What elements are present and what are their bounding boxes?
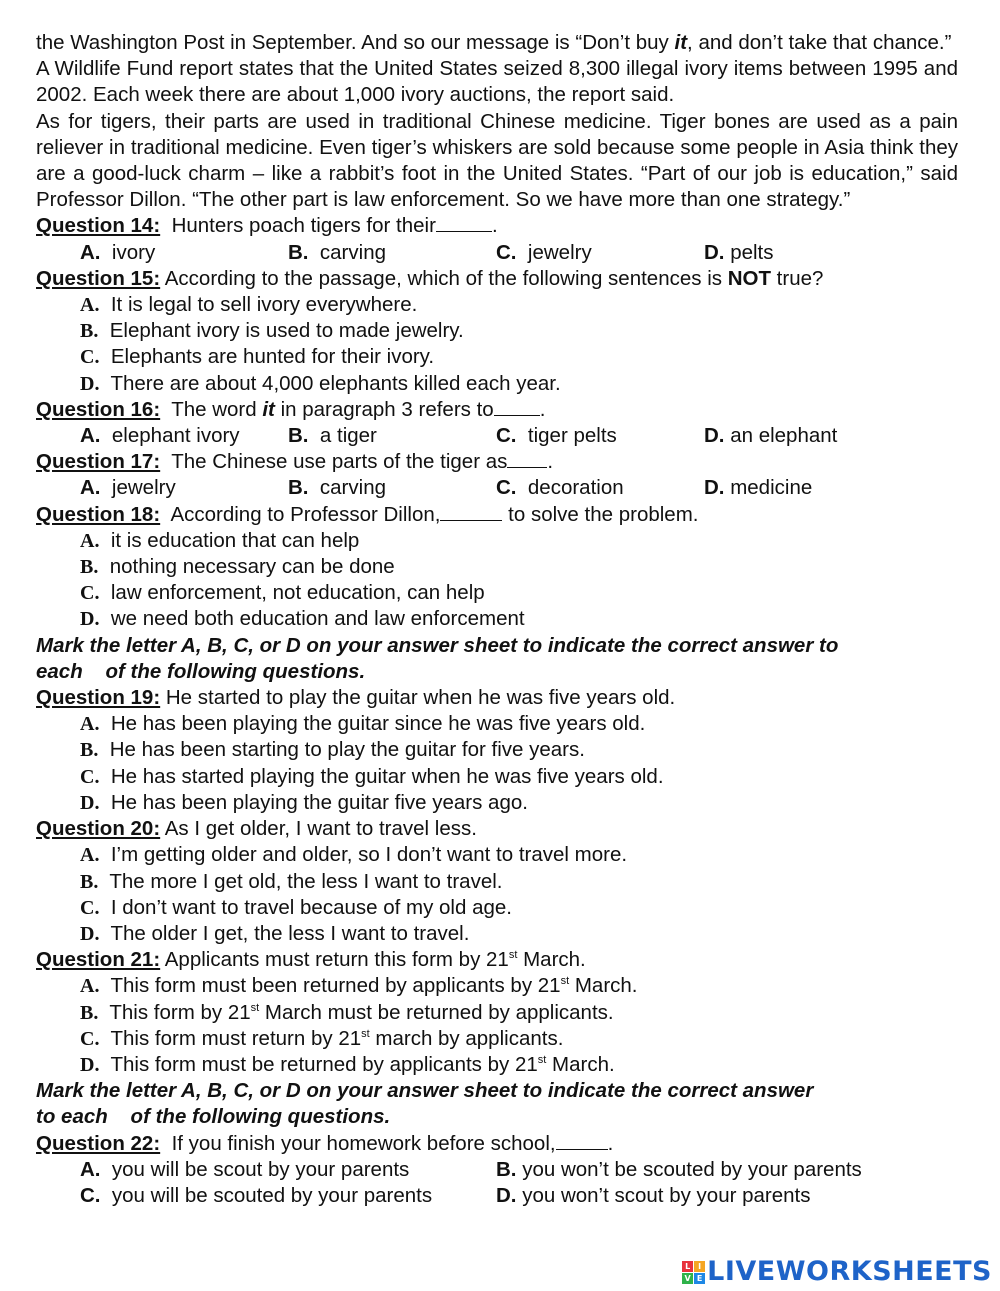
logo-mark-letter: V bbox=[682, 1273, 693, 1284]
question-label: Question 16: bbox=[36, 397, 161, 421]
answer-blank[interactable] bbox=[440, 502, 502, 521]
passage-paragraph-1 bbox=[36, 30, 958, 56]
option-text: you will be scout by your parents bbox=[111, 1157, 410, 1181]
option-letter: A. bbox=[80, 476, 101, 500]
passage-text: , and don’t take that chance.” bbox=[687, 31, 952, 54]
option-letter: D. bbox=[704, 240, 725, 264]
logo-text: LIVEWORKSHEETS bbox=[707, 1255, 992, 1287]
option-letter: C. bbox=[80, 1027, 100, 1050]
option-text: you won’t scout by your parents bbox=[522, 1183, 811, 1207]
option-b[interactable] bbox=[496, 1157, 862, 1183]
question-text: As I get older, I want to travel less. bbox=[164, 817, 477, 841]
option-letter: B. bbox=[288, 240, 309, 264]
question-label: Question 21: bbox=[36, 948, 161, 972]
option-text: decoration bbox=[527, 476, 624, 500]
option-text: Elephants are hunted for their ivory. bbox=[110, 345, 435, 369]
option-letter: D. bbox=[80, 922, 100, 945]
option-letter: D. bbox=[496, 1183, 517, 1207]
option-c[interactable] bbox=[36, 1026, 958, 1052]
option-text: law enforcement, not education, can help bbox=[110, 581, 485, 605]
question-label: Question 14: bbox=[36, 214, 161, 238]
options-row-14 bbox=[36, 240, 958, 266]
option-d[interactable] bbox=[704, 240, 774, 266]
option-letter: D. bbox=[80, 372, 100, 395]
question-21 bbox=[36, 947, 958, 973]
option-letter: C. bbox=[496, 240, 517, 264]
question-label: Question 22: bbox=[36, 1131, 161, 1155]
option-c[interactable] bbox=[36, 895, 958, 921]
option-letter: A. bbox=[80, 1157, 101, 1181]
ordinal-suffix: st bbox=[250, 1001, 260, 1014]
option-c[interactable] bbox=[80, 1183, 496, 1209]
option-b[interactable] bbox=[36, 1000, 958, 1026]
question-label: Question 19: bbox=[36, 686, 161, 710]
option-text: This form by 21 bbox=[109, 1000, 251, 1024]
option-text: it is education that can help bbox=[110, 528, 360, 552]
question-text-end: true? bbox=[770, 266, 824, 290]
option-letter: A. bbox=[80, 844, 100, 867]
question-text: Applicants must return this form by 21 bbox=[164, 948, 509, 972]
option-text: an elephant bbox=[730, 424, 838, 448]
option-b[interactable] bbox=[288, 423, 496, 449]
question-text: Hunters poach tigers for their bbox=[171, 214, 436, 238]
logo-mark-letter: L bbox=[682, 1261, 693, 1272]
option-text: tiger pelts bbox=[527, 424, 617, 448]
question-18 bbox=[36, 502, 958, 528]
question-text-end: . bbox=[491, 214, 498, 238]
question-16 bbox=[36, 397, 958, 423]
option-text: He has been playing the guitar since he was five years old. bbox=[110, 712, 646, 736]
question-19 bbox=[36, 685, 958, 711]
option-text: nothing necessary can be done bbox=[109, 555, 395, 579]
option-letter: B. bbox=[80, 1001, 99, 1024]
option-letter: D. bbox=[704, 424, 725, 448]
option-text: I’m getting older and older, so I don’t want to travel more. bbox=[110, 843, 628, 867]
options-row-22a bbox=[36, 1157, 958, 1183]
option-letter: A. bbox=[80, 975, 100, 998]
option-c[interactable] bbox=[496, 475, 704, 501]
instruction-line: to each of the following questions. bbox=[36, 1105, 391, 1129]
option-text-end: march by applicants. bbox=[369, 1026, 564, 1050]
option-text: jewelry bbox=[111, 476, 176, 500]
option-text: He has been starting to play the guitar for five years. bbox=[109, 738, 585, 762]
option-d[interactable] bbox=[704, 475, 812, 501]
question-text: in paragraph 3 refers to bbox=[274, 397, 494, 421]
question-text: He started to play the guitar when he was five years old. bbox=[165, 686, 676, 710]
option-letter: A. bbox=[80, 529, 100, 552]
question-20 bbox=[36, 816, 958, 842]
option-text-end: March. bbox=[546, 1052, 615, 1076]
question-text-end: . bbox=[539, 397, 546, 421]
worksheet-content bbox=[36, 30, 958, 1209]
option-d[interactable] bbox=[36, 921, 958, 947]
option-c[interactable] bbox=[36, 764, 958, 790]
option-b[interactable] bbox=[288, 240, 496, 266]
options-row-16 bbox=[36, 423, 958, 449]
option-a[interactable] bbox=[80, 423, 288, 449]
option-text: This form must be returned by applicants by 21 bbox=[110, 1052, 538, 1076]
instruction-line: Mark the letter A, B, C, or D on your answer sheet to indicate the correct answer to bbox=[36, 633, 839, 657]
options-row-17 bbox=[36, 475, 958, 501]
emphasis-word: it bbox=[262, 397, 275, 421]
passage-paragraph-2: A Wildlife Fund report states that the United States seized 8,300 illegal ivory items between 1995 and 2002. Each week there are about 1,000 ivory auctions, the report said. bbox=[36, 57, 958, 107]
option-a[interactable] bbox=[36, 292, 958, 318]
option-d[interactable] bbox=[704, 423, 837, 449]
option-text: This form must been returned by applicants by 21 bbox=[110, 974, 561, 998]
option-text: you will be scouted by your parents bbox=[111, 1183, 433, 1207]
answer-blank[interactable] bbox=[507, 449, 547, 468]
option-c[interactable] bbox=[496, 423, 704, 449]
option-letter: C. bbox=[80, 1183, 101, 1207]
option-letter: D. bbox=[80, 608, 100, 631]
answer-blank[interactable] bbox=[436, 213, 492, 232]
option-c[interactable] bbox=[36, 344, 958, 370]
question-22 bbox=[36, 1131, 958, 1157]
liveworksheets-logo[interactable] bbox=[682, 1256, 992, 1288]
passage-paragraph-3: As for tigers, their parts are used in traditional Chinese medicine. Tiger bones are used as a pain reliever in traditional medicine. Even tiger’s whiskers are sold because some people in Asia think they are a good-luck charm – like a rabbit’s foot in the United States. “Part of our job is education,” said Professor Dillon. “The other part is law enforcement. So we have more than one strategy.” bbox=[36, 109, 958, 212]
option-letter: A. bbox=[80, 713, 100, 736]
option-letter: B. bbox=[80, 739, 99, 762]
option-c[interactable] bbox=[496, 240, 704, 266]
option-letter: B. bbox=[80, 556, 99, 579]
option-text: jewelry bbox=[527, 240, 592, 264]
option-letter: B. bbox=[496, 1157, 517, 1181]
option-text: carving bbox=[319, 240, 386, 264]
question-label: Question 18: bbox=[36, 502, 161, 526]
option-a[interactable] bbox=[36, 528, 958, 554]
option-letter: D. bbox=[80, 1053, 100, 1076]
option-letter: B. bbox=[80, 320, 99, 343]
option-letter: C. bbox=[496, 424, 517, 448]
option-b[interactable] bbox=[36, 318, 958, 344]
option-text: medicine bbox=[730, 476, 813, 500]
question-14 bbox=[36, 213, 958, 239]
option-d[interactable] bbox=[36, 790, 958, 816]
option-letter: C. bbox=[80, 896, 100, 919]
option-b[interactable] bbox=[36, 869, 958, 895]
option-a[interactable] bbox=[80, 475, 288, 501]
option-text: He has started playing the guitar when he was five years old. bbox=[110, 764, 664, 788]
emphasis-word: NOT bbox=[727, 266, 771, 290]
question-text: The word bbox=[171, 397, 263, 421]
option-text: pelts bbox=[730, 240, 774, 264]
option-text-end: March. bbox=[569, 974, 638, 998]
answer-blank[interactable] bbox=[556, 1131, 608, 1150]
option-b[interactable] bbox=[36, 737, 958, 763]
option-a[interactable] bbox=[80, 1157, 496, 1183]
option-letter: B. bbox=[288, 424, 309, 448]
question-text-end: . bbox=[547, 450, 554, 474]
option-letter: B. bbox=[288, 476, 309, 500]
instruction-line: Mark the letter A, B, C, or D on your answer sheet to indicate the correct answer bbox=[36, 1079, 814, 1103]
answer-blank[interactable] bbox=[494, 397, 540, 416]
question-label: Question 20: bbox=[36, 817, 161, 841]
ordinal-suffix: st bbox=[560, 975, 570, 988]
option-d[interactable] bbox=[496, 1183, 811, 1209]
option-letter: C. bbox=[496, 476, 517, 500]
option-text: elephant ivory bbox=[111, 424, 240, 448]
option-text: It is legal to sell ivory everywhere. bbox=[110, 293, 418, 317]
question-text: According to the passage, which of the following sentences is bbox=[164, 266, 728, 290]
ordinal-suffix: st bbox=[537, 1054, 547, 1067]
option-a[interactable] bbox=[36, 842, 958, 868]
logo-mark-icon bbox=[682, 1261, 705, 1284]
option-text-end: March must be returned by applicants. bbox=[259, 1000, 614, 1024]
option-d[interactable] bbox=[36, 371, 958, 397]
option-letter: B. bbox=[80, 870, 99, 893]
question-text: The Chinese use parts of the tiger as bbox=[171, 450, 508, 474]
option-letter: A. bbox=[80, 240, 101, 264]
question-text-end: March. bbox=[517, 948, 586, 972]
question-text: If you finish your homework before school, bbox=[171, 1131, 556, 1155]
option-letter: A. bbox=[80, 424, 101, 448]
option-text: a tiger bbox=[319, 424, 377, 448]
option-text: carving bbox=[319, 476, 386, 500]
option-letter: A. bbox=[80, 294, 100, 317]
option-letter: C. bbox=[80, 765, 100, 788]
ordinal-suffix: st bbox=[361, 1027, 370, 1040]
option-text: He has been playing the guitar five years ago. bbox=[110, 790, 528, 814]
option-text: ivory bbox=[111, 240, 156, 264]
option-letter: C. bbox=[80, 346, 100, 369]
option-text: There are about 4,000 elephants killed each year. bbox=[110, 371, 561, 395]
logo-mark-letter: E bbox=[694, 1273, 705, 1284]
option-letter: D. bbox=[704, 476, 725, 500]
option-d[interactable] bbox=[36, 606, 958, 632]
question-text-end: to solve the problem. bbox=[502, 502, 699, 526]
option-d[interactable] bbox=[36, 1052, 958, 1078]
option-text: The older I get, the less I want to travel. bbox=[110, 921, 470, 945]
option-text: The more I get old, the less I want to travel. bbox=[109, 869, 503, 893]
question-text-end: . bbox=[607, 1131, 614, 1155]
option-text: I don’t want to travel because of my old age. bbox=[110, 895, 512, 919]
option-letter: C. bbox=[80, 582, 100, 605]
option-a[interactable] bbox=[36, 711, 958, 737]
option-b[interactable] bbox=[288, 475, 496, 501]
option-text: This form must return by 21 bbox=[110, 1026, 362, 1050]
options-row-22b bbox=[36, 1183, 958, 1209]
question-label: Question 17: bbox=[36, 450, 161, 474]
emphasis-word: it bbox=[674, 31, 688, 54]
option-text: Elephant ivory is used to made jewelry. bbox=[109, 319, 464, 343]
option-a[interactable] bbox=[80, 240, 288, 266]
question-label: Question 15: bbox=[36, 266, 161, 290]
option-c[interactable] bbox=[36, 580, 958, 606]
option-a[interactable] bbox=[36, 973, 958, 999]
option-text: you won’t be scouted by your parents bbox=[522, 1157, 862, 1181]
instruction-line: each of the following questions. bbox=[36, 659, 366, 683]
ordinal-suffix: st bbox=[508, 949, 518, 962]
question-15 bbox=[36, 266, 958, 292]
passage-text: the Washington Post in September. And so our message is “Don’t buy bbox=[36, 31, 675, 54]
option-text: we need both education and law enforcement bbox=[110, 607, 525, 631]
option-b[interactable] bbox=[36, 554, 958, 580]
question-17 bbox=[36, 449, 958, 475]
question-text: According to Professor Dillon, bbox=[170, 502, 441, 526]
option-letter: D. bbox=[80, 791, 100, 814]
logo-mark-letter: I bbox=[694, 1261, 705, 1272]
